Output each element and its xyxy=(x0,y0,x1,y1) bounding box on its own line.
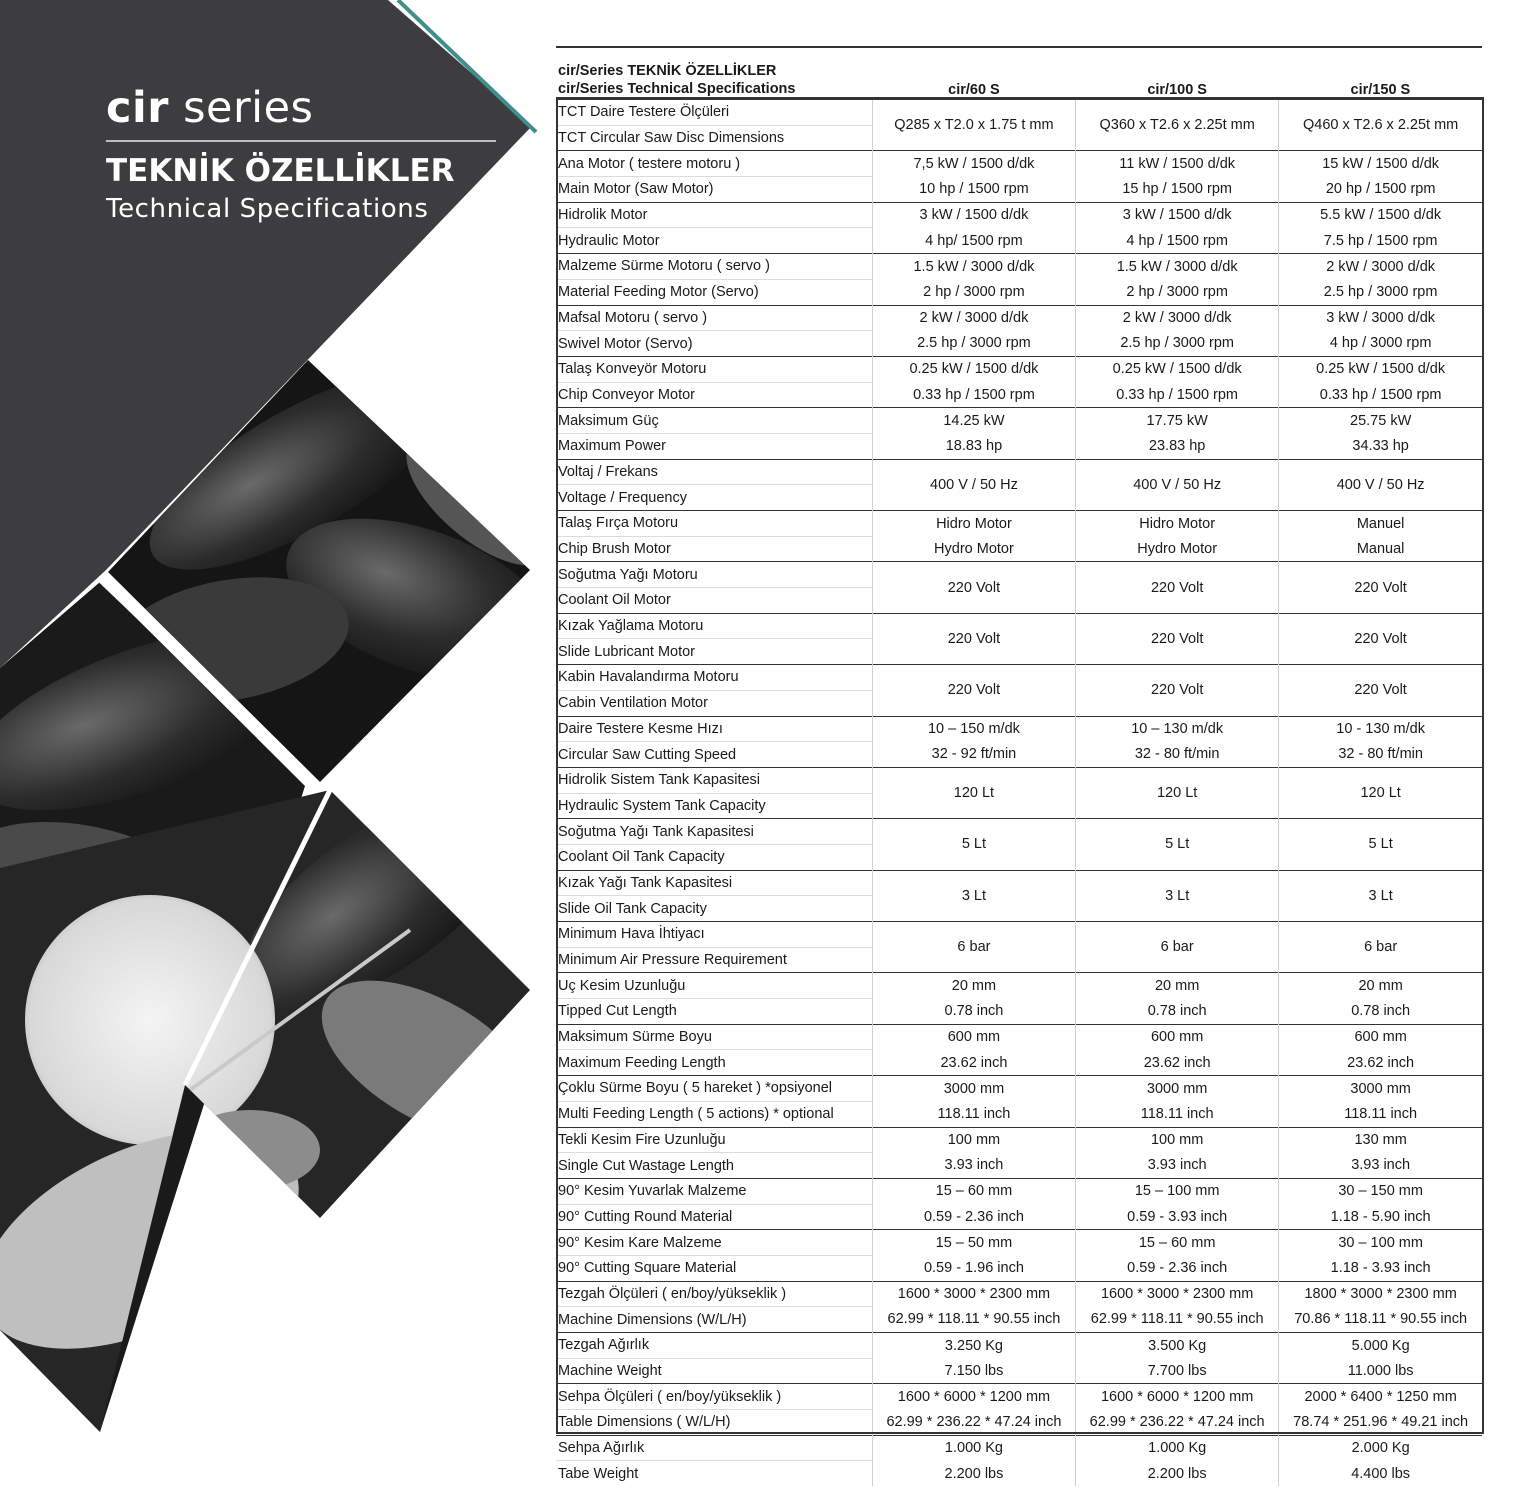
spec-value-primary: 15 – 60 mm xyxy=(872,1178,1075,1204)
spec-value-primary: 5.5 kW / 1500 d/dk xyxy=(1279,202,1482,228)
table-row xyxy=(556,665,1482,691)
spec-label-en: Cabin Ventilation Motor xyxy=(556,690,872,716)
spec-table xyxy=(556,60,1482,1486)
spec-value-secondary: 0.78 inch xyxy=(1279,999,1482,1025)
spec-label-en: Voltage / Frequency xyxy=(556,485,872,511)
spec-value-secondary: 0.33 hp / 1500 rpm xyxy=(1279,382,1482,408)
spec-value-secondary: 62.99 * 118.11 * 90.55 inch xyxy=(872,1307,1075,1333)
table-row xyxy=(556,1255,1482,1281)
table-row xyxy=(556,1307,1482,1333)
table-row xyxy=(556,1384,1482,1410)
spec-value-secondary: 118.11 inch xyxy=(1279,1101,1482,1127)
spec-value-secondary: 62.99 * 118.11 * 90.55 inch xyxy=(1076,1307,1279,1333)
spec-value-primary: 30 – 150 mm xyxy=(1279,1178,1482,1204)
table-row xyxy=(556,1024,1482,1050)
table-row xyxy=(556,1101,1482,1127)
spec-label-tr: Hidrolik Motor xyxy=(556,202,872,228)
spec-value: 220 Volt xyxy=(1076,665,1279,716)
table-row xyxy=(556,922,1482,948)
spec-value-secondary: 32 - 80 ft/min xyxy=(1279,742,1482,768)
spec-value: 400 V / 50 Hz xyxy=(1279,459,1482,510)
spec-label-tr: Uç Kesim Uzunluğu xyxy=(556,973,872,999)
spec-label-tr: Talaş Fırça Motoru xyxy=(556,511,872,537)
spec-value-secondary: 0.59 - 2.36 inch xyxy=(872,1204,1075,1230)
spec-value-secondary: 20 hp / 1500 rpm xyxy=(1279,177,1482,203)
spec-value-primary: 1600 * 6000 * 1200 mm xyxy=(1076,1384,1279,1410)
series-title xyxy=(106,84,496,132)
spec-label-en: Slide Oil Tank Capacity xyxy=(556,896,872,922)
spec-label-en: Multi Feeding Length ( 5 actions) * optional xyxy=(556,1101,872,1127)
table-row xyxy=(556,228,1482,254)
spec-label-en: Tipped Cut Length xyxy=(556,999,872,1025)
spec-value-secondary: 0.33 hp / 1500 rpm xyxy=(1076,382,1279,408)
spec-label-en: Slide Lubricant Motor xyxy=(556,639,872,665)
spec-value-primary: 600 mm xyxy=(872,1024,1075,1050)
spec-value-primary: 600 mm xyxy=(1076,1024,1279,1050)
spec-label-tr: Hidrolik Sistem Tank Kapasitesi xyxy=(556,767,872,793)
spec-value-primary: 1600 * 3000 * 2300 mm xyxy=(1076,1281,1279,1307)
model-header: cir/60 S xyxy=(948,82,1000,98)
spec-label-en: Tabe Weight xyxy=(556,1461,872,1486)
spec-value-secondary: 62.99 * 236.22 * 47.24 inch xyxy=(1076,1410,1279,1436)
spec-value: 400 V / 50 Hz xyxy=(872,459,1075,510)
spec-value-primary: 1.000 Kg xyxy=(872,1435,1075,1461)
spec-value-secondary: 2.5 hp / 3000 rpm xyxy=(1076,331,1279,357)
table-row xyxy=(556,562,1482,588)
table-row xyxy=(556,536,1482,562)
table-row xyxy=(556,1230,1482,1256)
spec-value-secondary: 1.18 - 5.90 inch xyxy=(1279,1204,1482,1230)
spec-value-secondary: 0.59 - 2.36 inch xyxy=(1076,1255,1279,1281)
table-row xyxy=(556,433,1482,459)
table-row xyxy=(556,1204,1482,1230)
spec-value-secondary: 2 hp / 3000 rpm xyxy=(1076,279,1279,305)
table-row xyxy=(556,613,1482,639)
table-row xyxy=(556,1281,1482,1307)
spec-value-primary: 100 mm xyxy=(872,1127,1075,1153)
table-row xyxy=(556,1410,1482,1436)
table-row xyxy=(556,100,1482,126)
table-row xyxy=(556,382,1482,408)
spec-value-primary: 3000 mm xyxy=(1076,1076,1279,1102)
spec-value-primary: 0.25 kW / 1500 d/dk xyxy=(1279,356,1482,382)
spec-value-primary: 11 kW / 1500 d/dk xyxy=(1076,151,1279,177)
spec-value-primary: 3.500 Kg xyxy=(1076,1333,1279,1359)
table-row xyxy=(556,999,1482,1025)
spec-value: 220 Volt xyxy=(1279,665,1482,716)
spec-label-tr: 90° Kesim Kare Malzeme xyxy=(556,1230,872,1256)
table-row xyxy=(556,1435,1482,1461)
spec-value-secondary: 0.59 - 1.96 inch xyxy=(872,1255,1075,1281)
spec-label-en: TCT Circular Saw Disc Dimensions xyxy=(556,125,872,151)
spec-value-secondary: 7.700 lbs xyxy=(1076,1358,1279,1384)
table-header-title xyxy=(556,60,872,100)
spec-label-tr: Talaş Konveyör Motoru xyxy=(556,356,872,382)
spec-value-primary: Manuel xyxy=(1279,511,1482,537)
spec-value-secondary: 18.83 hp xyxy=(872,433,1075,459)
spec-value-primary: 10 – 150 m/dk xyxy=(872,716,1075,742)
spec-value-secondary: 2 hp / 3000 rpm xyxy=(872,279,1075,305)
spec-label-en: Chip Brush Motor xyxy=(556,536,872,562)
spec-value: 120 Lt xyxy=(872,767,1075,818)
spec-value-primary: 1600 * 6000 * 1200 mm xyxy=(872,1384,1075,1410)
spec-value-primary: 20 mm xyxy=(1076,973,1279,999)
spec-value-secondary: 10 hp / 1500 rpm xyxy=(872,177,1075,203)
table-row xyxy=(556,202,1482,228)
spec-value-secondary: 23.62 inch xyxy=(1076,1050,1279,1076)
spec-value-primary: 3 kW / 3000 d/dk xyxy=(1279,305,1482,331)
table-row xyxy=(556,819,1482,845)
spec-label-tr: Kabin Havalandırma Motoru xyxy=(556,665,872,691)
spec-label-tr: Malzeme Sürme Motoru ( servo ) xyxy=(556,254,872,280)
table-row xyxy=(556,1358,1482,1384)
model-header: cir/150 S xyxy=(1350,82,1411,98)
spec-label-en: Maximum Power xyxy=(556,433,872,459)
spec-value-primary: 25.75 kW xyxy=(1279,408,1482,434)
spec-value-secondary: 2.200 lbs xyxy=(872,1461,1075,1486)
spec-value-secondary: 118.11 inch xyxy=(872,1101,1075,1127)
table-row xyxy=(556,177,1482,203)
spec-label-tr: Kızak Yağlama Motoru xyxy=(556,613,872,639)
spec-value: 220 Volt xyxy=(872,665,1075,716)
spec-value-secondary: 3.93 inch xyxy=(1076,1153,1279,1179)
table-row xyxy=(556,1076,1482,1102)
table-row xyxy=(556,767,1482,793)
spec-value-secondary: 0.78 inch xyxy=(1076,999,1279,1025)
spec-value-primary: 3000 mm xyxy=(872,1076,1075,1102)
spec-label-en: Main Motor (Saw Motor) xyxy=(556,177,872,203)
spec-value-primary: 3 kW / 1500 d/dk xyxy=(872,202,1075,228)
table-row xyxy=(556,151,1482,177)
spec-value-secondary: 0.33 hp / 1500 rpm xyxy=(872,382,1075,408)
spec-value-primary: 3000 mm xyxy=(1279,1076,1482,1102)
spec-value: 220 Volt xyxy=(1076,562,1279,613)
spec-value: 220 Volt xyxy=(872,562,1075,613)
spec-label-en: Hydraulic Motor xyxy=(556,228,872,254)
spec-value-primary: 0.25 kW / 1500 d/dk xyxy=(872,356,1075,382)
spec-value: 120 Lt xyxy=(1076,767,1279,818)
header-title-en: cir/Series Technical Specifications xyxy=(558,81,796,97)
spec-label-tr: Soğutma Yağı Motoru xyxy=(556,562,872,588)
spec-value-primary: 15 – 50 mm xyxy=(872,1230,1075,1256)
spec-value-secondary: 0.78 inch xyxy=(872,999,1075,1025)
spec-label-tr: Soğutma Yağı Tank Kapasitesi xyxy=(556,819,872,845)
spec-value-secondary: 118.11 inch xyxy=(1076,1101,1279,1127)
spec-value-primary: 20 mm xyxy=(1279,973,1482,999)
spec-value-secondary: Manual xyxy=(1279,536,1482,562)
spec-value-secondary: 23.62 inch xyxy=(872,1050,1075,1076)
spec-value: 400 V / 50 Hz xyxy=(1076,459,1279,510)
spec-value-secondary: 23.62 inch xyxy=(1279,1050,1482,1076)
spec-value-secondary: 4 hp/ 1500 rpm xyxy=(872,228,1075,254)
spec-value-secondary: 7.5 hp / 1500 rpm xyxy=(1279,228,1482,254)
spec-label-en: Material Feeding Motor (Servo) xyxy=(556,279,872,305)
spec-value: Q285 x T2.0 x 1.75 t mm xyxy=(872,100,1075,151)
title-english: Technical Specifications xyxy=(106,194,429,224)
spec-value-primary: 3.250 Kg xyxy=(872,1333,1075,1359)
table-row xyxy=(556,356,1482,382)
table-row xyxy=(556,511,1482,537)
table-row xyxy=(556,716,1482,742)
spec-value-secondary: 32 - 92 ft/min xyxy=(872,742,1075,768)
spec-label-en: Machine Weight xyxy=(556,1358,872,1384)
spec-value: 5 Lt xyxy=(1279,819,1482,870)
spec-label-en: Chip Conveyor Motor xyxy=(556,382,872,408)
spec-value: 6 bar xyxy=(872,922,1075,973)
title-turkish: TEKNİK ÖZELLİKLER xyxy=(106,153,455,189)
top-rule xyxy=(556,46,1482,48)
spec-value: 5 Lt xyxy=(872,819,1075,870)
spec-value-primary: 0.25 kW / 1500 d/dk xyxy=(1076,356,1279,382)
spec-value-primary: 1600 * 3000 * 2300 mm xyxy=(872,1281,1075,1307)
spec-label-tr: Mafsal Motoru ( servo ) xyxy=(556,305,872,331)
spec-table-container xyxy=(556,60,1482,1486)
spec-label-tr: Tezgah Ağırlık xyxy=(556,1333,872,1359)
spec-value-secondary: 78.74 * 251.96 * 49.21 inch xyxy=(1279,1410,1482,1436)
spec-label-en: Table Dimensions ( W/L/H) xyxy=(556,1410,872,1436)
spec-value-primary: 600 mm xyxy=(1279,1024,1482,1050)
spec-value-primary: 1.000 Kg xyxy=(1076,1435,1279,1461)
spec-value-primary: 1800 * 3000 * 2300 mm xyxy=(1279,1281,1482,1307)
spec-value: 120 Lt xyxy=(1279,767,1482,818)
table-row xyxy=(556,408,1482,434)
spec-label-tr: Tekli Kesim Fire Uzunluğu xyxy=(556,1127,872,1153)
spec-label-en: 90° Cutting Round Material xyxy=(556,1204,872,1230)
spec-value: 6 bar xyxy=(1076,922,1279,973)
title-divider xyxy=(106,140,496,142)
spec-value-secondary: 2.200 lbs xyxy=(1076,1461,1279,1486)
spec-label-tr: Sehpa Ağırlık xyxy=(556,1435,872,1461)
spec-value-primary: 1.5 kW / 3000 d/dk xyxy=(872,254,1075,280)
spec-value: 3 Lt xyxy=(872,870,1075,921)
spec-value-secondary: 23.83 hp xyxy=(1076,433,1279,459)
spec-value: 3 Lt xyxy=(1279,870,1482,921)
spec-value-primary: 17.75 kW xyxy=(1076,408,1279,434)
spec-value: 6 bar xyxy=(1279,922,1482,973)
spec-value-secondary: 4 hp / 3000 rpm xyxy=(1279,331,1482,357)
photo-tile-bottom xyxy=(0,751,564,1440)
spec-label-tr: Ana Motor ( testere motoru ) xyxy=(556,151,872,177)
spec-value: 220 Volt xyxy=(1076,613,1279,664)
table-row xyxy=(556,1178,1482,1204)
spec-value-secondary: 62.99 * 236.22 * 47.24 inch xyxy=(872,1410,1075,1436)
spec-value-primary: Hidro Motor xyxy=(872,511,1075,537)
spec-label-tr: Tezgah Ölçüleri ( en/boy/yükseklik ) xyxy=(556,1281,872,1307)
spec-value: 220 Volt xyxy=(1279,562,1482,613)
spec-label-tr: Sehpa Ölçüleri ( en/boy/yükseklik ) xyxy=(556,1384,872,1410)
spec-value-secondary: 7.150 lbs xyxy=(872,1358,1075,1384)
spec-value-primary: 10 – 130 m/dk xyxy=(1076,716,1279,742)
spec-value-primary: 3 kW / 1500 d/dk xyxy=(1076,202,1279,228)
spec-value-primary: 130 mm xyxy=(1279,1127,1482,1153)
spec-value: 220 Volt xyxy=(1279,613,1482,664)
spec-value-secondary: Hydro Motor xyxy=(872,536,1075,562)
spec-label-tr: Çoklu Sürme Boyu ( 5 hareket ) *opsiyonel xyxy=(556,1076,872,1102)
spec-label-tr: Maksimum Sürme Boyu xyxy=(556,1024,872,1050)
spec-label-tr: Kızak Yağı Tank Kapasitesi xyxy=(556,870,872,896)
spec-value-primary: 7,5 kW / 1500 d/dk xyxy=(872,151,1075,177)
spec-label-tr: 90° Kesim Yuvarlak Malzeme xyxy=(556,1178,872,1204)
spec-value-primary: 1.5 kW / 3000 d/dk xyxy=(1076,254,1279,280)
spec-value-primary: 10 - 130 m/dk xyxy=(1279,716,1482,742)
spec-value-secondary: 34.33 hp xyxy=(1279,433,1482,459)
table-row xyxy=(556,1153,1482,1179)
series-name-rest: series xyxy=(168,83,314,133)
spec-value-primary: Hidro Motor xyxy=(1076,511,1279,537)
spec-value-primary: 15 kW / 1500 d/dk xyxy=(1279,151,1482,177)
spec-label-en: Coolant Oil Motor xyxy=(556,588,872,614)
table-body xyxy=(556,100,1482,1487)
spec-value-secondary: 4 hp / 1500 rpm xyxy=(1076,228,1279,254)
spec-value-secondary: 3.93 inch xyxy=(872,1153,1075,1179)
spec-value-primary: 15 – 60 mm xyxy=(1076,1230,1279,1256)
table-row xyxy=(556,1333,1482,1359)
table-row xyxy=(556,305,1482,331)
spec-label-en: Single Cut Wastage Length xyxy=(556,1153,872,1179)
spec-value-primary: 20 mm xyxy=(872,973,1075,999)
spec-value-secondary: 70.86 * 118.11 * 90.55 inch xyxy=(1279,1307,1482,1333)
table-row xyxy=(556,459,1482,485)
spec-label-tr: Voltaj / Frekans xyxy=(556,459,872,485)
table-row xyxy=(556,1050,1482,1076)
spec-label-tr: Maksimum Güç xyxy=(556,408,872,434)
spec-label-tr: Daire Testere Kesme Hızı xyxy=(556,716,872,742)
spec-value: Q360 x T2.6 x 2.25t mm xyxy=(1076,100,1279,151)
series-name-bold: cir xyxy=(106,83,169,133)
spec-value-primary: 2000 * 6400 * 1250 mm xyxy=(1279,1384,1482,1410)
spec-value-primary: 14.25 kW xyxy=(872,408,1075,434)
spec-value-secondary: 3.93 inch xyxy=(1279,1153,1482,1179)
spec-label-tr: Minimum Hava İhtiyacı xyxy=(556,922,872,948)
spec-value: 3 Lt xyxy=(1076,870,1279,921)
spec-value-secondary: 2.5 hp / 3000 rpm xyxy=(1279,279,1482,305)
spec-value-primary: 15 – 100 mm xyxy=(1076,1178,1279,1204)
spec-value-secondary: 15 hp / 1500 rpm xyxy=(1076,177,1279,203)
spec-label-en: 90° Cutting Square Material xyxy=(556,1255,872,1281)
table-row xyxy=(556,331,1482,357)
spec-value: 220 Volt xyxy=(872,613,1075,664)
table-row xyxy=(556,1127,1482,1153)
table-row xyxy=(556,1461,1482,1486)
spec-label-en: Machine Dimensions (W/L/H) xyxy=(556,1307,872,1333)
spec-value-secondary: 32 - 80 ft/min xyxy=(1076,742,1279,768)
table-row xyxy=(556,254,1482,280)
table-row xyxy=(556,742,1482,768)
table-header-row xyxy=(556,60,1482,100)
spec-value-primary: 100 mm xyxy=(1076,1127,1279,1153)
table-row xyxy=(556,870,1482,896)
table-row xyxy=(556,973,1482,999)
spec-label-en: Circular Saw Cutting Speed xyxy=(556,742,872,768)
model-header: cir/100 S xyxy=(1147,82,1207,98)
spec-value: 5 Lt xyxy=(1076,819,1279,870)
spec-value-primary: 2 kW / 3000 d/dk xyxy=(1076,305,1279,331)
spec-label-en: Maximum Feeding Length xyxy=(556,1050,872,1076)
spec-label-en: Hydraulic System Tank Capacity xyxy=(556,793,872,819)
spec-value-primary: 5.000 Kg xyxy=(1279,1333,1482,1359)
spec-label-tr: TCT Daire Testere Ölçüleri xyxy=(556,100,872,126)
table-row xyxy=(556,279,1482,305)
spec-value-secondary: 4.400 lbs xyxy=(1279,1461,1482,1486)
spec-label-en: Swivel Motor (Servo) xyxy=(556,331,872,357)
spec-value-secondary: 1.18 - 3.93 inch xyxy=(1279,1255,1482,1281)
spec-value-primary: 2.000 Kg xyxy=(1279,1435,1482,1461)
spec-value-secondary: Hydro Motor xyxy=(1076,536,1279,562)
spec-value-secondary: 2.5 hp / 3000 rpm xyxy=(872,331,1075,357)
spec-label-en: Minimum Air Pressure Requirement xyxy=(556,947,872,973)
spec-value-primary: 2 kW / 3000 d/dk xyxy=(872,305,1075,331)
header-title-tr: cir/Series TEKNİK ÖZELLİKLER xyxy=(558,63,777,79)
spec-label-en: Coolant Oil Tank Capacity xyxy=(556,844,872,870)
spec-value-secondary: 0.59 - 3.93 inch xyxy=(1076,1204,1279,1230)
spec-value: Q460 x T2.6 x 2.25t mm xyxy=(1279,100,1482,151)
spec-value-primary: 2 kW / 3000 d/dk xyxy=(1279,254,1482,280)
spec-value-secondary: 11.000 lbs xyxy=(1279,1358,1482,1384)
spec-value-primary: 30 – 100 mm xyxy=(1279,1230,1482,1256)
brand-block xyxy=(106,84,496,228)
